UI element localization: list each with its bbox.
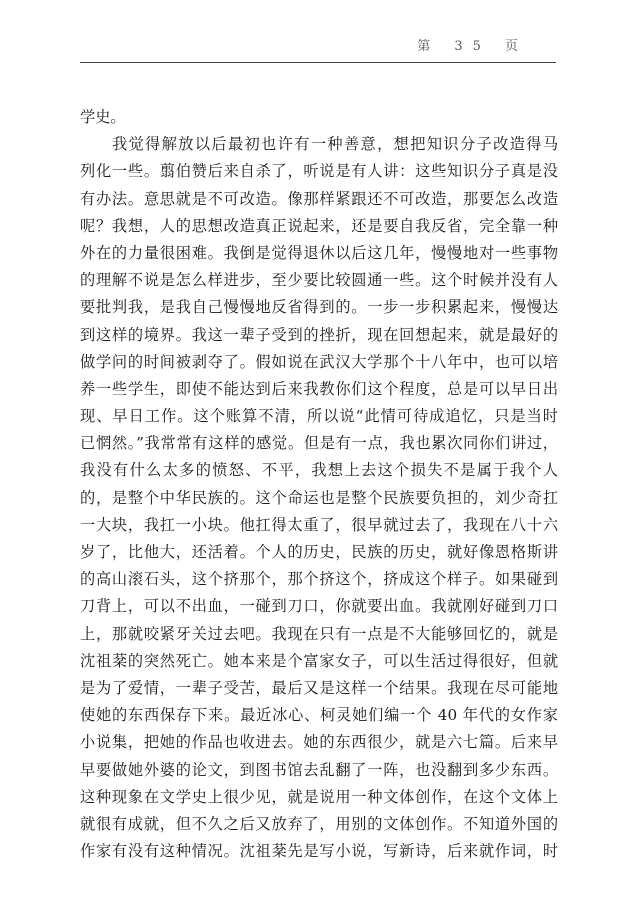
text-line: 做学问的时间被剥夺了。假如说在武汉大学那个十八年中，也可以培 bbox=[80, 352, 558, 371]
text-line: 我没有什么太多的愤怒、不平，我想上去这个损失不是属于我个人 bbox=[80, 461, 558, 480]
text-line: 养一些学生，即使不能达到后来我教你们这个程度，总是可以早日出 bbox=[80, 379, 558, 398]
text-line: 要批判我，是我自己慢慢地反省得到的。一步一步积累起来，慢慢达 bbox=[80, 298, 558, 317]
body-text bbox=[80, 104, 558, 865]
text-line: 我觉得解放以后最初也许有一种善意，想把知识分子改造得马 bbox=[112, 135, 558, 154]
text-line: 的，是整个中华民族的。这个命运也是整个民族要负担的，刘少奇扛 bbox=[80, 488, 558, 507]
text-line: 到这样的境界。我这一辈子受到的挫折，现在回想起来，就是最好的 bbox=[80, 325, 558, 344]
text-line: 作家有没有这种情况。沈祖棻先是写小说，写新诗，后来就作词，时 bbox=[80, 842, 558, 861]
text-line: 一大块，我扛一小块。他扛得太重了，很早就过去了，我现在八十六 bbox=[80, 515, 558, 534]
text-line: 现、早日工作。这个账算不清，所以说“此情可待成追忆，只是当时 bbox=[80, 407, 558, 426]
text-line: 这种现象在文学史上很少见，就是说用一种文体创作，在这个文体上 bbox=[80, 787, 558, 806]
text-line: 沈祖棻的突然死亡。她本来是个富家女子，可以生活过得很好，但就 bbox=[80, 651, 558, 670]
text-line: 外在的力量很困难。我倒是觉得退休以后这几年，慢慢地对一些事物 bbox=[80, 243, 558, 262]
text-line: 学史。 bbox=[80, 108, 126, 126]
text-line: 已惘然。”我常常有这样的感觉。但是有一点，我也累次同你们讲过， bbox=[80, 434, 558, 453]
page-header bbox=[80, 0, 556, 63]
page-number: 第 35 页 bbox=[417, 39, 528, 54]
text-line: 的理解不说是怎么样进步，至少要比较圆通一些。这个时候并没有人 bbox=[80, 271, 558, 290]
text-line: 使她的东西保存下来。最近冰心、柯灵她们编一个 40 年代的女作家 bbox=[80, 706, 558, 725]
text-line: 上，那就咬紧牙关过去吧。我现在只有一点是不大能够回忆的，就是 bbox=[80, 624, 558, 643]
text-line: 列化一些。翦伯赞后来自杀了，听说是有人讲：这些知识分子真是没 bbox=[80, 162, 558, 181]
text-line: 的高山滚石头，这个挤那个，那个挤这个，挤成这个样子。如果碰到 bbox=[80, 570, 558, 589]
text-line: 岁了，比他大，还活着。个人的历史，民族的历史，就好像恩格斯讲 bbox=[80, 543, 558, 561]
text-line: 刀背上，可以不出血，一碰到刀口，你就要出血。我就刚好碰到刀口 bbox=[80, 597, 558, 616]
text-line: 早要做她外婆的论文，到图书馆去乱翻了一阵，也没翻到多少东西。 bbox=[80, 760, 558, 779]
text-line: 是为了爱情，一辈子受苦，最后又是这样一个结果。我现在尽可能地 bbox=[80, 678, 558, 697]
text-line: 呢？我想，人的思想改造真正说起来，还是要自我反省，完全靠一种 bbox=[80, 216, 558, 235]
text-line: 小说集，把她的作品也收进去。她的东西很少，就是六七篇。后来早 bbox=[80, 733, 558, 752]
text-line: 有办法。意思就是不可改造。像那样紧跟还不可改造，那要怎么改造 bbox=[80, 189, 558, 208]
text-line: 就很有成就，但不久之后又放弃了，用别的文体创作。不知道外国的 bbox=[80, 814, 558, 833]
